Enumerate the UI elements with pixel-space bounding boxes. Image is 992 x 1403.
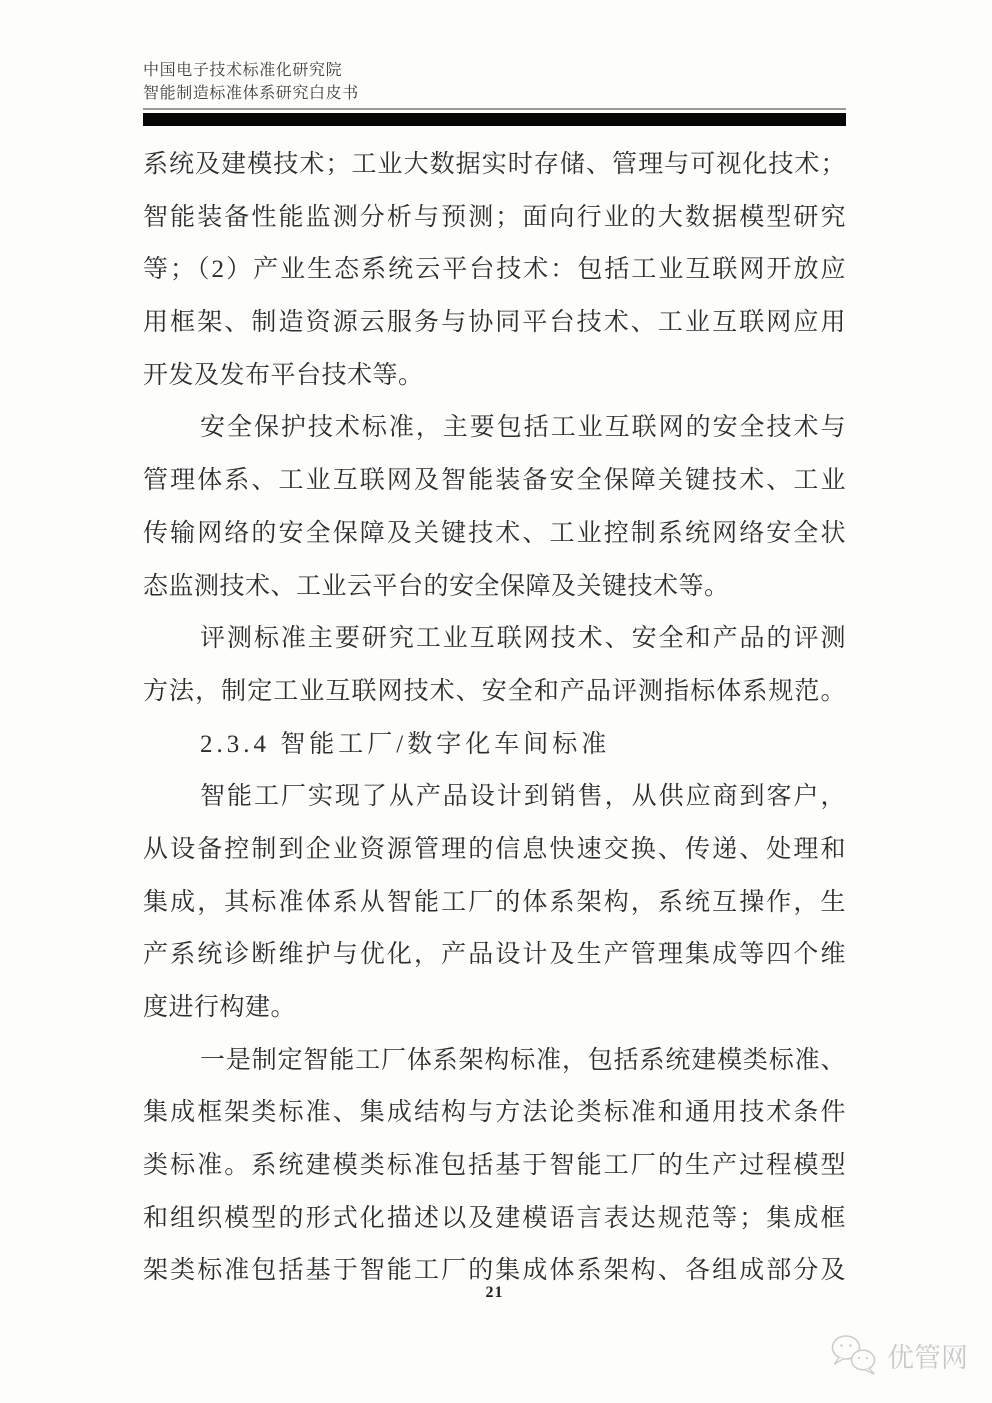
text-line: 从设备控制到企业资源管理的信息快速交换、传递、处理和 — [143, 835, 846, 863]
text-line: 态监测技术、工业云平台的安全保障及关键技术等。 — [143, 572, 730, 600]
wechat-icon — [830, 1334, 880, 1376]
page-number: 21 — [485, 1284, 504, 1301]
text-line: 集成，其标准体系从智能工厂的体系架构，系统互操作，生 — [143, 888, 846, 916]
text-line: 一是制定智能工厂体系架构标准，包括系统建模类标准、 — [200, 1046, 846, 1074]
text-line: 2.3.4 智能工厂/数字化车间标准 — [200, 730, 611, 758]
text-line: 管理体系、工业互联网及智能装备安全保障关键技术、工业 — [143, 467, 846, 495]
text-line: 评测标准主要研究工业互联网技术、安全和产品的评测 — [200, 625, 846, 653]
header-doc-title: 智能制造标准体系研究白皮书 — [143, 85, 359, 102]
text-line: 安全保护技术标准，主要包括工业互联网的安全技术与 — [200, 414, 846, 442]
text-line: 传输网络的安全保障及关键技术、工业控制系统网络安全状 — [143, 519, 846, 547]
header-thin-rule — [143, 108, 846, 110]
text-line: 智能工厂实现了从产品设计到销售，从供应商到客户， — [200, 783, 846, 811]
watermark — [830, 1334, 968, 1376]
text-line: 智能装备性能监测分析与预测；面向行业的大数据模型研究 — [143, 203, 846, 231]
text-line: 度进行构建。 — [143, 994, 297, 1021]
text-line: 产系统诊断维护与优化，产品设计及生产管理集成等四个维 — [143, 941, 846, 969]
text-line: 类标准。系统建模类标准包括基于智能工厂的生产过程模型 — [143, 1152, 846, 1180]
watermark-label: 优管网 — [887, 1342, 968, 1373]
text-line: 开发及发布平台技术等。 — [143, 361, 424, 389]
header-black-bar — [143, 113, 846, 126]
text-line: 等；（2）产业生态系统云平台技术：包括工业互联网开放应 — [143, 256, 846, 284]
text-line: 系统及建模技术；工业大数据实时存储、管理与可视化技术； — [143, 151, 846, 178]
text-line: 用框架、制造资源云服务与协同平台技术、工业互联网应用 — [143, 309, 846, 337]
text-line: 方法，制定工业互联网技术、安全和产品评测指标体系规范。 — [143, 677, 846, 705]
body-text — [143, 139, 846, 1298]
text-line: 和组织模型的形式化描述以及建模语言表达规范等；集成框 — [143, 1204, 846, 1232]
text-line: 架类标准包括基于智能工厂的集成体系架构、各组成部分及 — [143, 1257, 846, 1285]
text-line: 集成框架类标准、集成结构与方法论类标准和通用技术条件 — [143, 1099, 846, 1127]
page-header — [143, 59, 846, 126]
header-org-name: 中国电子技术标准化研究院 — [143, 62, 343, 79]
